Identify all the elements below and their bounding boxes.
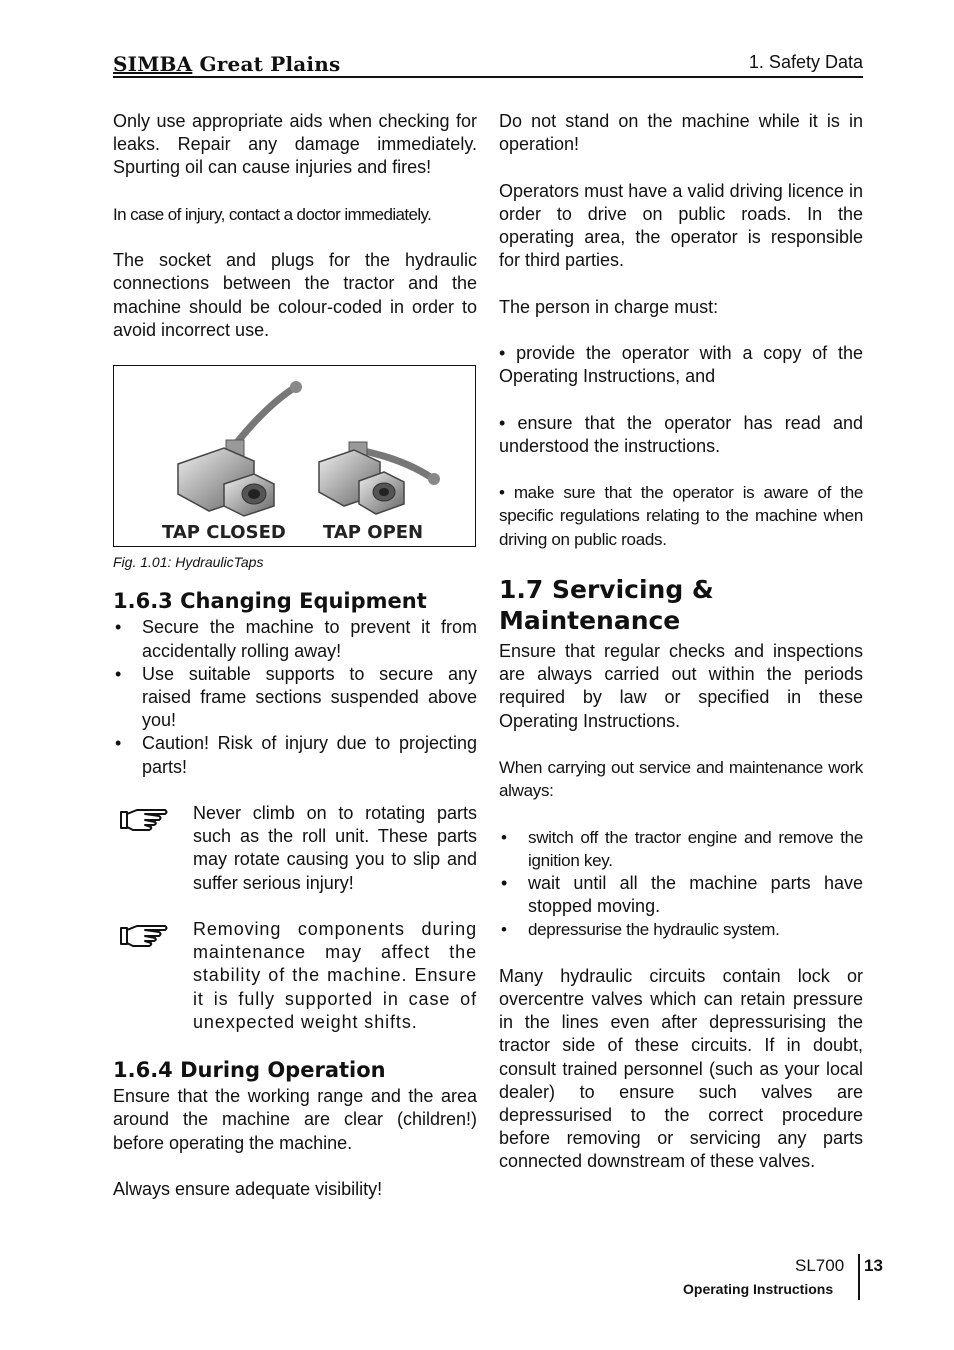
warning-note: Removing components during maintenance may affect the stability of the machine. Ensure it is fully supported in case of unexpected weight shifts.	[113, 918, 477, 1034]
figure-caption: Fig. 1.01: HydraulicTaps	[113, 554, 264, 571]
brand-great-plains: Great Plains	[192, 52, 341, 76]
figure-hydraulic-taps	[113, 365, 476, 547]
section-label: 1. Safety Data	[748, 52, 863, 72]
right-column	[499, 110, 863, 1197]
label-tap-closed: TAP CLOSED	[162, 522, 286, 544]
heading-changing-equipment: 1.6.3 Changing Equipment	[113, 589, 427, 614]
heading-servicing-maintenance: 1.7 Servicing & Maintenance	[499, 574, 714, 635]
paragraph: Operators must have a valid driving licence in order to drive on public roads. In the operating area, the operator is responsible for third parties.	[499, 180, 863, 271]
servicing-list	[499, 826, 863, 942]
paragraph: When carrying out service and maintenance work always:	[499, 757, 863, 801]
footer-subtitle: Operating Instructions	[683, 1281, 834, 1297]
tap-closed-icon	[178, 381, 302, 516]
paragraph: Ensure that the working range and the area around the machine are clear (children!) before operating the machine.	[113, 1086, 477, 1153]
page-header	[113, 50, 863, 78]
paragraph: Ensure that regular checks and inspections are always carried out within the periods required by law or specified in these Operating Instructions.	[499, 640, 863, 731]
list-item: • switch off the tractor engine and remove the ignition key.	[501, 827, 863, 870]
left-column	[113, 110, 477, 1224]
pointing-hand-icon	[119, 920, 169, 948]
footer-divider	[858, 1254, 860, 1300]
tap-open-icon	[319, 442, 440, 514]
paragraph: The person in charge must:	[499, 296, 719, 317]
warning-note: Never climb on to rotating parts such as the roll unit. These parts may rotate causing you to slip and suffer serious injury!	[113, 802, 477, 895]
footer-model: SL700	[795, 1256, 845, 1275]
list-item: • Use suitable supports to secure any raised frame sections suspended above you!	[115, 663, 477, 731]
paragraph: • provide the operator with a copy of the Operating Instructions, and	[499, 342, 863, 387]
paragraph: Always ensure adequate visibility!	[113, 1179, 383, 1199]
pointing-hand-icon	[119, 804, 169, 832]
list-item: • Caution! Risk of injury due to projecting parts!	[115, 733, 477, 777]
changing-equipment-list	[113, 616, 477, 778]
list-item: • depressurise the hydraulic system.	[501, 920, 780, 940]
hydraulic-taps-illustration	[114, 366, 475, 546]
page-number: 13	[864, 1256, 883, 1275]
brand-logo	[113, 52, 340, 76]
brand-simba: SIMBA	[113, 52, 193, 76]
heading-during-operation: 1.6.4 During Operation	[113, 1058, 386, 1083]
paragraph: Do not stand on the machine while it is in operation!	[499, 111, 863, 155]
paragraph: Many hydraulic circuits contain lock or overcentre valves which can retain pressure in the lines even after depressurising the tractor side of these circuits. If in doubt, consult trained personnel (such as your local dealer) to ensure such valves are depressurised to the correct procedure before removing or servicing any parts connected downstream of these valves.	[499, 965, 863, 1172]
paragraph: In case of injury, contact a doctor immediately.	[113, 204, 432, 224]
list-item: • Secure the machine to prevent it from accidentally rolling away!	[115, 617, 477, 661]
list-item: • wait until all the machine parts have stopped moving.	[501, 872, 863, 917]
paragraph: • ensure that the operator has read and understood the instructions.	[499, 412, 863, 456]
label-tap-open: TAP OPEN	[323, 522, 424, 544]
paragraph: • make sure that the operator is aware of the specific regulations relating to the machine when driving on public roads.	[499, 483, 863, 549]
paragraph: Only use appropriate aids when checking for leaks. Repair any damage immediately. Spurting oil can cause injuries and fires!	[113, 111, 477, 178]
paragraph: The socket and plugs for the hydraulic connections between the tractor and the machine should be colour-coded in order to avoid incorrect use.	[113, 250, 477, 340]
